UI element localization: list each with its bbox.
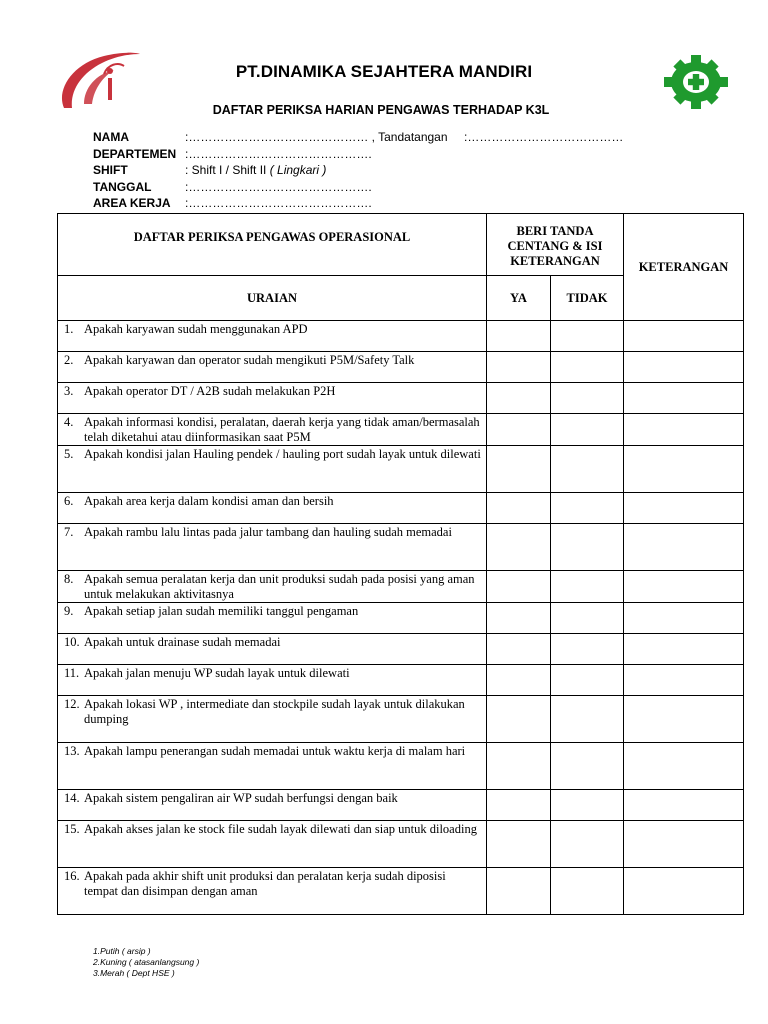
remarks-cell[interactable] bbox=[624, 352, 744, 383]
item-cell bbox=[58, 696, 487, 743]
ya-checkbox-cell[interactable] bbox=[487, 446, 551, 493]
item-number: 13. bbox=[64, 744, 80, 758]
item-text: Apakah area kerja dalam kondisi aman dan bersih bbox=[84, 494, 334, 508]
ya-checkbox-cell[interactable] bbox=[487, 790, 551, 821]
remarks-cell[interactable] bbox=[624, 414, 744, 446]
table-row bbox=[58, 868, 744, 915]
item-number: 1. bbox=[64, 322, 74, 336]
item-cell bbox=[58, 821, 487, 868]
item-text: Apakah semua peralatan kerja dan unit produksi sudah pada posisi yang aman untuk melakukan aktivitasnya bbox=[84, 572, 475, 601]
tidak-checkbox-cell[interactable] bbox=[551, 790, 624, 821]
remarks-cell[interactable] bbox=[624, 634, 744, 665]
tidak-checkbox-cell[interactable] bbox=[551, 696, 624, 743]
document-title: DAFTAR PERIKSA HARIAN PENGAWAS TERHADAP K3L bbox=[212, 103, 550, 117]
remarks-cell[interactable] bbox=[624, 383, 744, 414]
table-row bbox=[58, 352, 744, 383]
ya-checkbox-cell[interactable] bbox=[487, 868, 551, 915]
tidak-checkbox-cell[interactable] bbox=[551, 665, 624, 696]
remarks-header: KETERANGAN bbox=[624, 214, 744, 321]
item-number: 8. bbox=[64, 572, 74, 586]
item-text: Apakah jalan menuju WP sudah layak untuk dilewati bbox=[84, 666, 350, 680]
item-text: Apakah operator DT / A2B sudah melakukan P2H bbox=[84, 384, 336, 398]
ya-checkbox-cell[interactable] bbox=[487, 414, 551, 446]
item-cell bbox=[58, 665, 487, 696]
item-text: Apakah kondisi jalan Hauling pendek / hauling port sudah layak untuk dilewati bbox=[84, 447, 481, 461]
item-number: 10. bbox=[64, 635, 80, 649]
ya-checkbox-cell[interactable] bbox=[487, 321, 551, 352]
table-row bbox=[58, 634, 744, 665]
tidak-checkbox-cell[interactable] bbox=[551, 352, 624, 383]
item-text: Apakah lampu penerangan sudah memadai untuk waktu kerja di malam hari bbox=[84, 744, 466, 758]
table-row bbox=[58, 493, 744, 524]
tidak-checkbox-cell[interactable] bbox=[551, 634, 624, 665]
table-row bbox=[58, 743, 744, 790]
item-number: 9. bbox=[64, 604, 74, 618]
remarks-cell[interactable] bbox=[624, 665, 744, 696]
ya-checkbox-cell[interactable] bbox=[487, 383, 551, 414]
item-text: Apakah untuk drainase sudah memadai bbox=[84, 635, 281, 649]
item-text: Apakah sistem pengaliran air WP sudah berfungsi dengan baik bbox=[84, 791, 398, 805]
copy-distribution-notes bbox=[93, 946, 199, 979]
item-cell bbox=[58, 446, 487, 493]
table-row bbox=[58, 321, 744, 352]
remarks-cell[interactable] bbox=[624, 603, 744, 634]
ya-checkbox-cell[interactable] bbox=[487, 665, 551, 696]
remarks-cell[interactable] bbox=[624, 868, 744, 915]
item-text: Apakah lokasi WP , intermediate dan stockpile sudah layak untuk dilakukan dumping bbox=[84, 697, 465, 726]
item-cell bbox=[58, 790, 487, 821]
check-header: BERI TANDA CENTANG & ISI KETERANGAN bbox=[487, 214, 624, 276]
item-cell bbox=[58, 321, 487, 352]
ya-checkbox-cell[interactable] bbox=[487, 493, 551, 524]
item-number: 3. bbox=[64, 384, 74, 398]
uraian-header: URAIAN bbox=[58, 276, 487, 321]
table-header-row bbox=[58, 214, 744, 276]
tidak-checkbox-cell[interactable] bbox=[551, 821, 624, 868]
tidak-checkbox-cell[interactable] bbox=[551, 414, 624, 446]
shift-options: : Shift I / Shift II bbox=[185, 163, 267, 177]
company-name: PT.DINAMIKA SEJAHTERA MANDIRI bbox=[235, 62, 533, 81]
table-row bbox=[58, 383, 744, 414]
tidak-checkbox-cell[interactable] bbox=[551, 446, 624, 493]
item-number: 11. bbox=[64, 666, 80, 680]
item-cell bbox=[58, 493, 487, 524]
item-number: 4. bbox=[64, 415, 74, 429]
remarks-cell[interactable] bbox=[624, 696, 744, 743]
ya-checkbox-cell[interactable] bbox=[487, 603, 551, 634]
k3-safety-gear-icon bbox=[660, 54, 732, 115]
item-number: 5. bbox=[64, 447, 74, 461]
item-text: Apakah pada akhir shift unit produksi dan peralatan kerja sudah diposisi tempat dan disimpan dengan aman bbox=[84, 869, 446, 898]
item-cell bbox=[58, 414, 487, 446]
remarks-cell[interactable] bbox=[624, 321, 744, 352]
tidak-checkbox-cell[interactable] bbox=[551, 321, 624, 352]
field-value-shift[interactable] bbox=[185, 163, 326, 177]
item-cell bbox=[58, 743, 487, 790]
ya-checkbox-cell[interactable] bbox=[487, 696, 551, 743]
tidak-checkbox-cell[interactable] bbox=[551, 571, 624, 603]
item-text: Apakah setiap jalan sudah memiliki tanggul pengaman bbox=[84, 604, 359, 618]
remarks-cell[interactable] bbox=[624, 446, 744, 493]
ya-checkbox-cell[interactable] bbox=[487, 571, 551, 603]
tidak-checkbox-cell[interactable] bbox=[551, 743, 624, 790]
table-row bbox=[58, 790, 744, 821]
item-number: 12. bbox=[64, 697, 80, 711]
item-cell bbox=[58, 524, 487, 571]
tidak-header: TIDAK bbox=[551, 276, 624, 321]
remarks-cell[interactable] bbox=[624, 790, 744, 821]
remarks-cell[interactable] bbox=[624, 571, 744, 603]
remarks-cell[interactable] bbox=[624, 743, 744, 790]
item-text: Apakah informasi kondisi, peralatan, daerah kerja yang tidak aman/bermasalah telah diketahui atau diinformasikan saat P5M bbox=[84, 415, 480, 444]
remarks-cell[interactable] bbox=[624, 821, 744, 868]
note-line: 2.Kuning ( atasanlangsung ) bbox=[93, 957, 200, 967]
item-cell bbox=[58, 634, 487, 665]
field-label-departemen: DEPARTEMEN bbox=[93, 146, 177, 161]
ya-checkbox-cell[interactable] bbox=[487, 352, 551, 383]
table-row bbox=[58, 524, 744, 571]
ya-checkbox-cell[interactable] bbox=[487, 821, 551, 868]
table-title: DAFTAR PERIKSA PENGAWAS OPERASIONAL bbox=[58, 214, 487, 276]
table-row bbox=[58, 446, 744, 493]
ya-header: YA bbox=[487, 276, 551, 321]
tidak-checkbox-cell[interactable] bbox=[551, 603, 624, 634]
table-row bbox=[58, 603, 744, 634]
field-label-area-kerja: AREA KERJA bbox=[93, 196, 171, 210]
field-value-departemen[interactable]: :………………………………………. bbox=[185, 146, 372, 161]
item-number: 2. bbox=[64, 353, 74, 367]
tidak-checkbox-cell[interactable] bbox=[551, 493, 624, 524]
table-row bbox=[58, 571, 744, 603]
item-cell bbox=[58, 571, 487, 603]
note-line: 3.Merah ( Dept HSE ) bbox=[93, 968, 175, 978]
ya-checkbox-cell[interactable] bbox=[487, 524, 551, 571]
ya-checkbox-cell[interactable] bbox=[487, 743, 551, 790]
table-row bbox=[58, 696, 744, 743]
field-value-area-kerja[interactable]: :………………………………………. bbox=[185, 196, 372, 210]
field-label-shift: SHIFT bbox=[93, 163, 128, 177]
note-line: 1.Putih ( arsip ) bbox=[93, 946, 151, 956]
field-label-tanggal: TANGGAL bbox=[93, 179, 152, 194]
table-row bbox=[58, 821, 744, 868]
item-cell bbox=[58, 603, 487, 634]
item-cell bbox=[58, 383, 487, 414]
remarks-cell[interactable] bbox=[624, 493, 744, 524]
tidak-checkbox-cell[interactable] bbox=[551, 868, 624, 915]
item-number: 15. bbox=[64, 822, 80, 836]
item-number: 6. bbox=[64, 494, 74, 508]
checklist-items bbox=[58, 321, 744, 915]
table-row bbox=[58, 665, 744, 696]
remarks-cell[interactable] bbox=[624, 524, 744, 571]
field-value-nama[interactable]: :……………………………………… , Tandatangan bbox=[185, 130, 448, 144]
field-value-tanggal[interactable]: :………………………………………. bbox=[185, 179, 372, 194]
tidak-checkbox-cell[interactable] bbox=[551, 383, 624, 414]
field-label-nama: NAMA bbox=[93, 130, 129, 144]
field-value-tandatangan[interactable]: :………………………………… bbox=[464, 130, 624, 144]
item-number: 14. bbox=[64, 791, 80, 805]
item-number: 7. bbox=[64, 525, 74, 539]
ya-checkbox-cell[interactable] bbox=[487, 634, 551, 665]
item-cell bbox=[58, 868, 487, 915]
item-text: Apakah karyawan dan operator sudah mengikuti P5M/Safety Talk bbox=[84, 353, 415, 367]
item-text: Apakah akses jalan ke stock file sudah layak dilewati dan siap untuk diloading bbox=[84, 822, 477, 836]
table-row bbox=[58, 414, 744, 446]
item-text: Apakah rambu lalu lintas pada jalur tambang dan hauling sudah memadai bbox=[84, 525, 452, 539]
tidak-checkbox-cell[interactable] bbox=[551, 524, 624, 571]
shift-instruction: ( Lingkari ) bbox=[266, 163, 327, 177]
item-text: Apakah karyawan sudah menggunakan APD bbox=[84, 322, 308, 336]
checklist-table bbox=[57, 213, 744, 915]
item-cell bbox=[58, 352, 487, 383]
item-number: 16. bbox=[64, 869, 80, 883]
